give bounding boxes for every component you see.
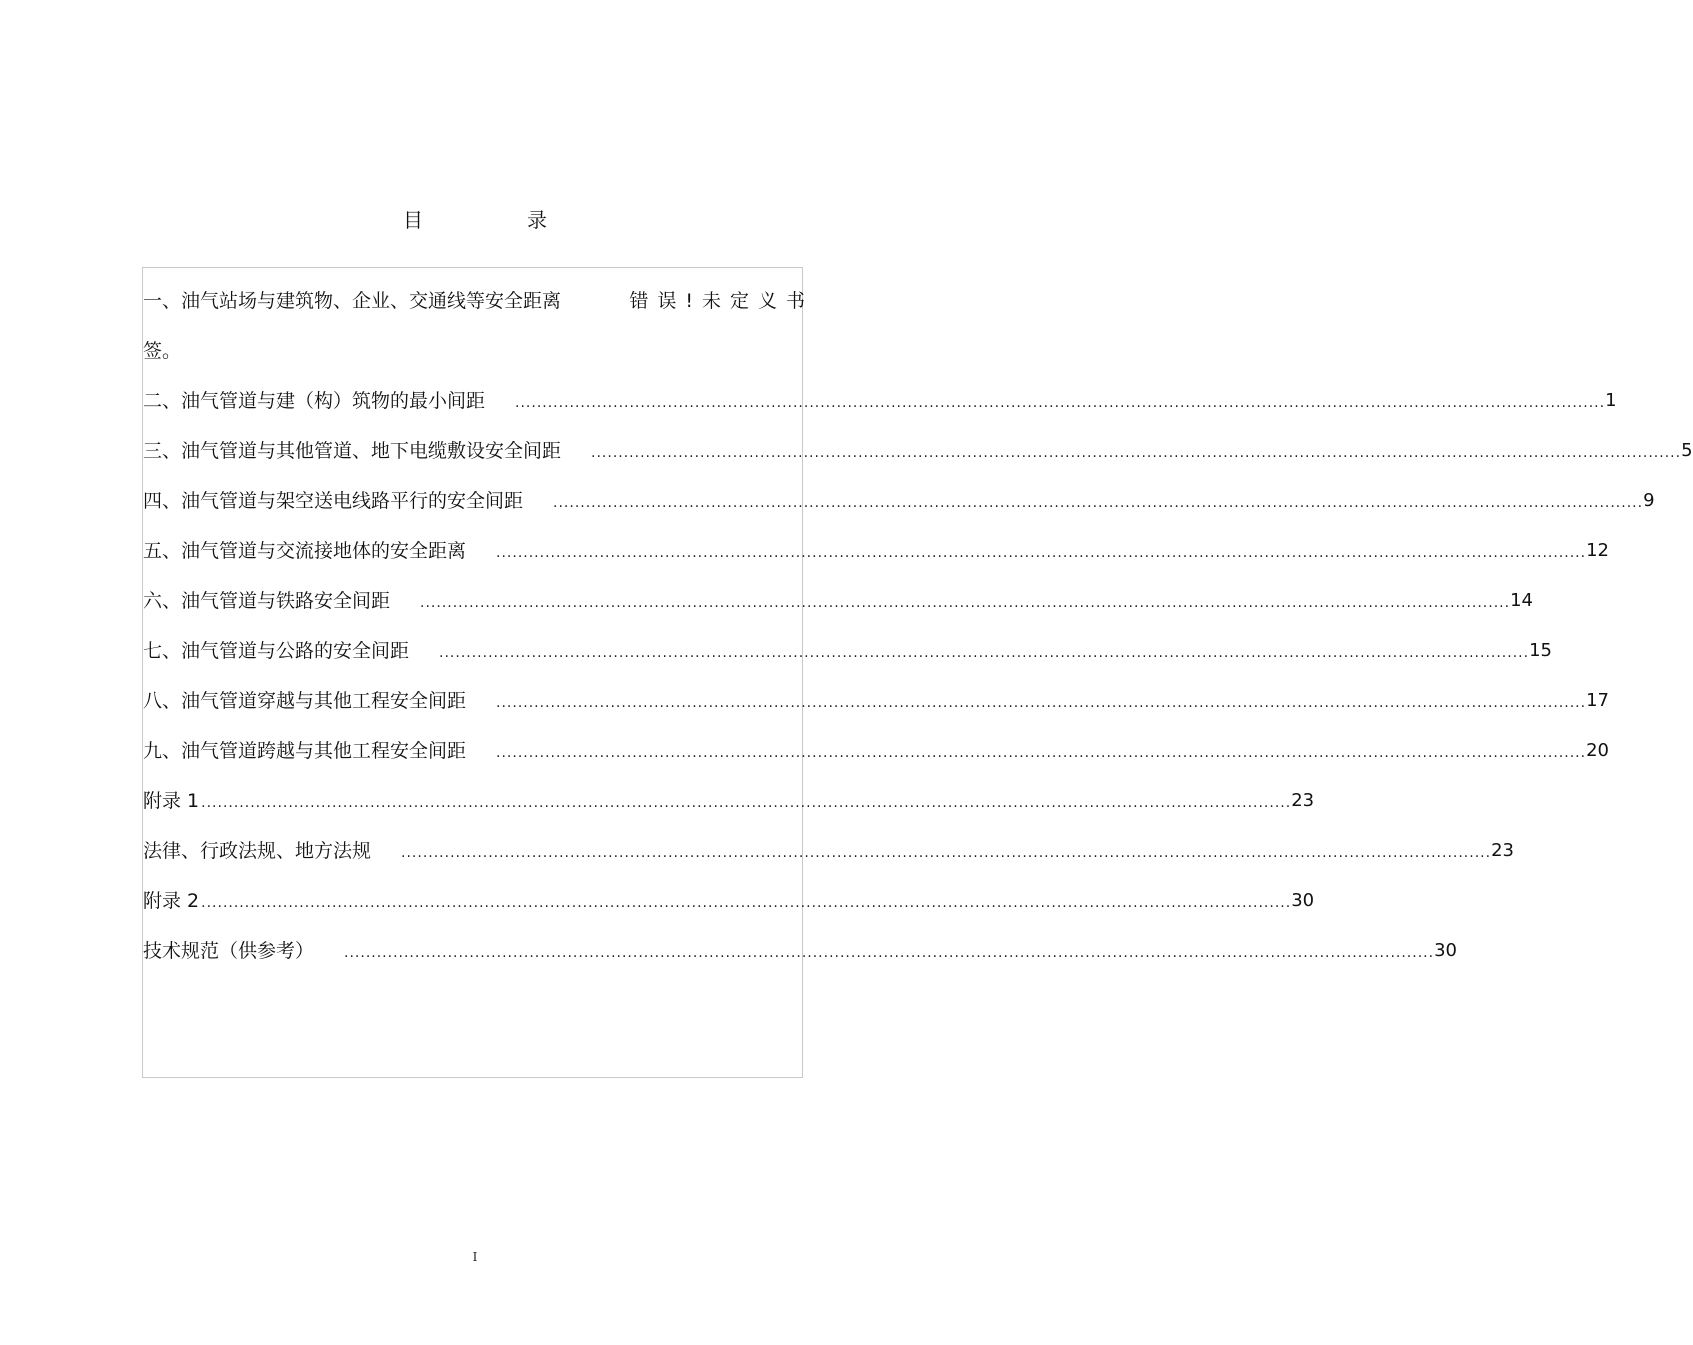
toc-dot-leader: ........................................................................................................................................................................................................ <box>515 395 1606 411</box>
toc-dot-leader: ........................................................................................................................................................................................................ <box>496 745 1587 761</box>
toc-dot-leader: ........................................................................................................................................................................................................ <box>201 895 1292 911</box>
toc-entry-2[interactable] <box>143 386 1617 416</box>
toc-entry-page: 12 <box>1586 540 1609 561</box>
toc-entry-page: 23 <box>1491 840 1514 861</box>
toc-entry-page: 14 <box>1510 590 1533 611</box>
toc-title: 目 录 <box>403 208 589 232</box>
toc-entry-4[interactable] <box>143 486 1655 516</box>
toc-dot-leader: ........................................................................................................................................................................................................ <box>201 795 1292 811</box>
toc-entry-1-continuation: 签。 <box>143 340 182 362</box>
toc-entry-11[interactable] <box>143 836 1514 866</box>
toc-entry-12[interactable] <box>143 886 1315 916</box>
toc-entry-7[interactable] <box>143 636 1552 666</box>
toc-entry-1[interactable] <box>143 286 814 316</box>
toc-entry-3[interactable] <box>143 436 1693 466</box>
toc-entry-page: 17 <box>1586 690 1609 711</box>
toc-entry-label: 四、油气管道与架空送电线路平行的安全间距 <box>143 490 524 512</box>
page-number: I <box>472 1250 478 1264</box>
toc-entry-label: 七、油气管道与公路的安全间距 <box>143 640 410 662</box>
toc-dot-leader: ........................................................................................................................................................................................................ <box>496 545 1587 561</box>
toc-entry-13[interactable] <box>143 936 1457 966</box>
toc-entry-label: 一、油气站场与建筑物、企业、交通线等安全距离 <box>143 290 562 312</box>
toc-entry-page: 9 <box>1643 490 1655 511</box>
toc-entry-5[interactable] <box>143 536 1609 566</box>
toc-box <box>142 267 1693 1078</box>
toc-entry-label: 技术规范（供参考） <box>143 940 315 962</box>
toc-dot-leader: ........................................................................................................................................................................................................ <box>439 645 1530 661</box>
toc-entry-label: 八、油气管道穿越与其他工程安全间距 <box>143 690 467 712</box>
toc-entry-page: 30 <box>1434 940 1457 961</box>
toc-entry-label: 三、油气管道与其他管道、地下电缆敷设安全间距 <box>143 440 562 462</box>
toc-entry-error-text: 错误!未定义书 <box>629 290 814 312</box>
toc-entry-8[interactable] <box>143 686 1609 716</box>
toc-entry-label: 九、油气管道跨越与其他工程安全间距 <box>143 740 467 762</box>
toc-entry-page: 30 <box>1291 890 1315 911</box>
toc-dot-leader: ........................................................................................................................................................................................................ <box>401 845 1492 861</box>
toc-entry-page: 20 <box>1586 740 1609 761</box>
toc-entry-page: 1 <box>1605 390 1617 411</box>
toc-entry-label: 二、油气管道与建（构）筑物的最小间距 <box>143 390 486 412</box>
toc-dot-leader: ........................................................................................................................................................................................................ <box>344 945 1435 961</box>
toc-entry-page: 5 <box>1681 440 1693 461</box>
toc-dot-leader: ........................................................................................................................................................................................................ <box>591 445 1682 461</box>
toc-entry-label: 六、油气管道与铁路安全间距 <box>143 590 391 612</box>
toc-entry-9[interactable] <box>143 736 1609 766</box>
toc-entry-6[interactable] <box>143 586 1533 616</box>
toc-entry-label: 法律、行政法规、地方法规 <box>143 840 372 862</box>
toc-dot-leader: ........................................................................................................................................................................................................ <box>553 495 1644 511</box>
toc-entry-page: 15 <box>1529 640 1552 661</box>
toc-entry-label: 附录 2 <box>143 890 200 912</box>
toc-dot-leader: ........................................................................................................................................................................................................ <box>496 695 1587 711</box>
toc-entry-10[interactable] <box>143 786 1315 816</box>
toc-dot-leader: ........................................................................................................................................................................................................ <box>420 595 1511 611</box>
toc-entry-page: 23 <box>1291 790 1315 811</box>
toc-entry-label: 五、油气管道与交流接地体的安全距离 <box>143 540 467 562</box>
toc-entry-label: 附录 1 <box>143 790 200 812</box>
